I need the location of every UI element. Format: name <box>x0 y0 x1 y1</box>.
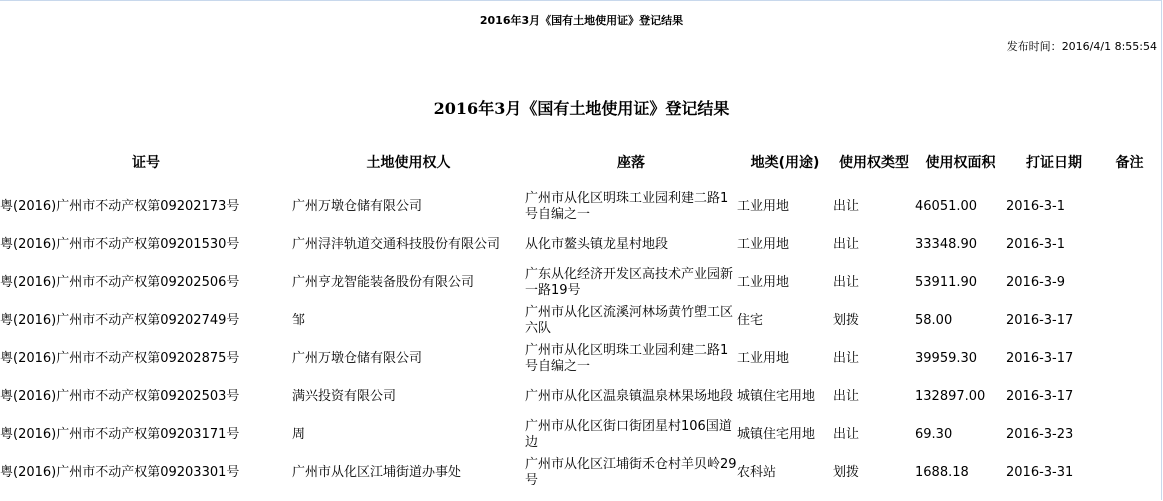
cell-right-type: 出让 <box>833 275 860 290</box>
cell-land-type: 农科站 <box>737 465 777 480</box>
cell-location: 从化市鳌头镇龙星村地段 <box>525 237 669 252</box>
table-row <box>0 302 1157 340</box>
cell-cert-no: 粤(2016)广州市不动产权第09203171号 <box>0 427 240 442</box>
cell-area: 1688.18 <box>915 465 969 480</box>
cell-right-type: 出让 <box>833 389 860 404</box>
cell-holder: 满兴投资有限公司 <box>292 389 397 404</box>
cell-right-type: 出让 <box>833 199 860 214</box>
header-land-type: 地类(用途) <box>750 155 820 171</box>
cell-holder: 邹 <box>292 313 306 328</box>
cell-right-type: 划拨 <box>833 465 860 480</box>
cell-remark <box>1102 454 1157 492</box>
cell-cert-no: 粤(2016)广州市不动产权第09203301号 <box>0 465 240 480</box>
page-top-title: 2016年3月《国有土地使用证》登记结果 <box>479 14 684 27</box>
cell-holder: 广州浔沣轨道交通科技股份有限公司 <box>292 237 501 252</box>
table-row <box>0 264 1157 302</box>
cell-location: 广州市从化区江埔街禾仓村羊贝岭29号 <box>525 457 737 488</box>
cell-area: 69.30 <box>915 427 953 442</box>
cell-cert-no: 粤(2016)广州市不动产权第09202749号 <box>0 313 240 328</box>
cell-location: 广东从化经济开发区高技术产业园新一路19号 <box>525 267 734 298</box>
cell-cert-no: 粤(2016)广州市不动产权第09202173号 <box>0 199 240 214</box>
header-location: 座落 <box>617 155 645 171</box>
cell-date: 2016-3-1 <box>1006 199 1066 214</box>
header-holder: 土地使用权人 <box>366 155 451 171</box>
cell-date: 2016-3-17 <box>1006 313 1074 328</box>
cell-area: 132897.00 <box>915 389 986 404</box>
cell-area: 33348.90 <box>915 237 978 252</box>
cell-area: 39959.30 <box>915 351 978 366</box>
table-row <box>0 188 1157 226</box>
cell-date: 2016-3-17 <box>1006 389 1074 404</box>
cell-location: 广州市从化区街口街团星村106国道边 <box>525 419 732 450</box>
registration-table <box>0 138 1157 492</box>
cell-remark <box>1102 378 1157 416</box>
cell-date: 2016-3-17 <box>1006 351 1074 366</box>
cell-land-type: 城镇住宅用地 <box>737 389 816 404</box>
publish-time-value: 2016/4/1 8:55:54 <box>1061 40 1157 53</box>
cell-remark <box>1102 188 1157 226</box>
table-header-row <box>0 138 1157 188</box>
table-row <box>0 340 1157 378</box>
header-remark: 备注 <box>1115 155 1144 171</box>
cell-right-type: 划拨 <box>833 313 860 328</box>
cell-area: 53911.90 <box>915 275 978 290</box>
header-area: 使用权面积 <box>925 155 996 171</box>
cell-land-type: 工业用地 <box>737 351 790 366</box>
cell-date: 2016-3-1 <box>1006 237 1066 252</box>
cell-holder: 广州亨龙智能装备股份有限公司 <box>292 275 475 290</box>
cell-cert-no: 粤(2016)广州市不动产权第09201530号 <box>0 237 240 252</box>
cell-location: 广州市从化区流溪河林场黄竹塱工区六队 <box>525 305 734 336</box>
cell-date: 2016-3-9 <box>1006 275 1066 290</box>
header-right-type: 使用权类型 <box>839 155 909 171</box>
publish-time <box>1007 38 1157 54</box>
cell-area: 46051.00 <box>915 199 978 214</box>
cell-holder: 广州市从化区江埔街道办事处 <box>292 465 462 480</box>
cell-right-type: 出让 <box>833 427 860 442</box>
cell-date: 2016-3-31 <box>1006 465 1074 480</box>
cell-location: 广州市从化区明珠工业园利建二路1号自编之一 <box>525 191 729 222</box>
cell-remark <box>1102 264 1157 302</box>
cell-area: 58.00 <box>915 313 953 328</box>
cell-remark <box>1102 302 1157 340</box>
table-row <box>0 378 1157 416</box>
header-cert-no: 证号 <box>132 155 160 171</box>
cell-land-type: 住宅 <box>737 313 764 328</box>
cell-location: 广州市从化区明珠工业园利建二路1号自编之一 <box>525 343 729 374</box>
cell-date: 2016-3-23 <box>1006 427 1074 442</box>
cell-cert-no: 粤(2016)广州市不动产权第09202503号 <box>0 389 240 404</box>
cell-location: 广州市从化区温泉镇温泉林果场地段 <box>525 389 734 404</box>
cell-right-type: 出让 <box>833 237 860 252</box>
cell-right-type: 出让 <box>833 351 860 366</box>
cell-cert-no: 粤(2016)广州市不动产权第09202875号 <box>0 351 240 366</box>
cell-cert-no: 粤(2016)广州市不动产权第09202506号 <box>0 275 240 290</box>
cell-remark <box>1102 226 1157 264</box>
cell-holder: 广州万墩仓储有限公司 <box>292 351 423 366</box>
header-date: 打证日期 <box>1026 155 1082 171</box>
cell-land-type: 城镇住宅用地 <box>737 427 816 442</box>
cell-remark <box>1102 340 1157 378</box>
cell-land-type: 工业用地 <box>737 275 790 290</box>
cell-holder: 广州万墩仓储有限公司 <box>292 199 423 214</box>
cell-remark <box>1102 416 1157 454</box>
table-row <box>0 226 1157 264</box>
publish-time-label: 发布时间： <box>1006 40 1062 53</box>
cell-holder: 周 <box>292 427 306 442</box>
cell-land-type: 工业用地 <box>737 199 790 214</box>
cell-land-type: 工业用地 <box>737 237 790 252</box>
table-row <box>0 416 1157 454</box>
document-title: 2016年3月《国有土地使用证》登记结果 <box>433 99 730 118</box>
table-row <box>0 454 1157 492</box>
